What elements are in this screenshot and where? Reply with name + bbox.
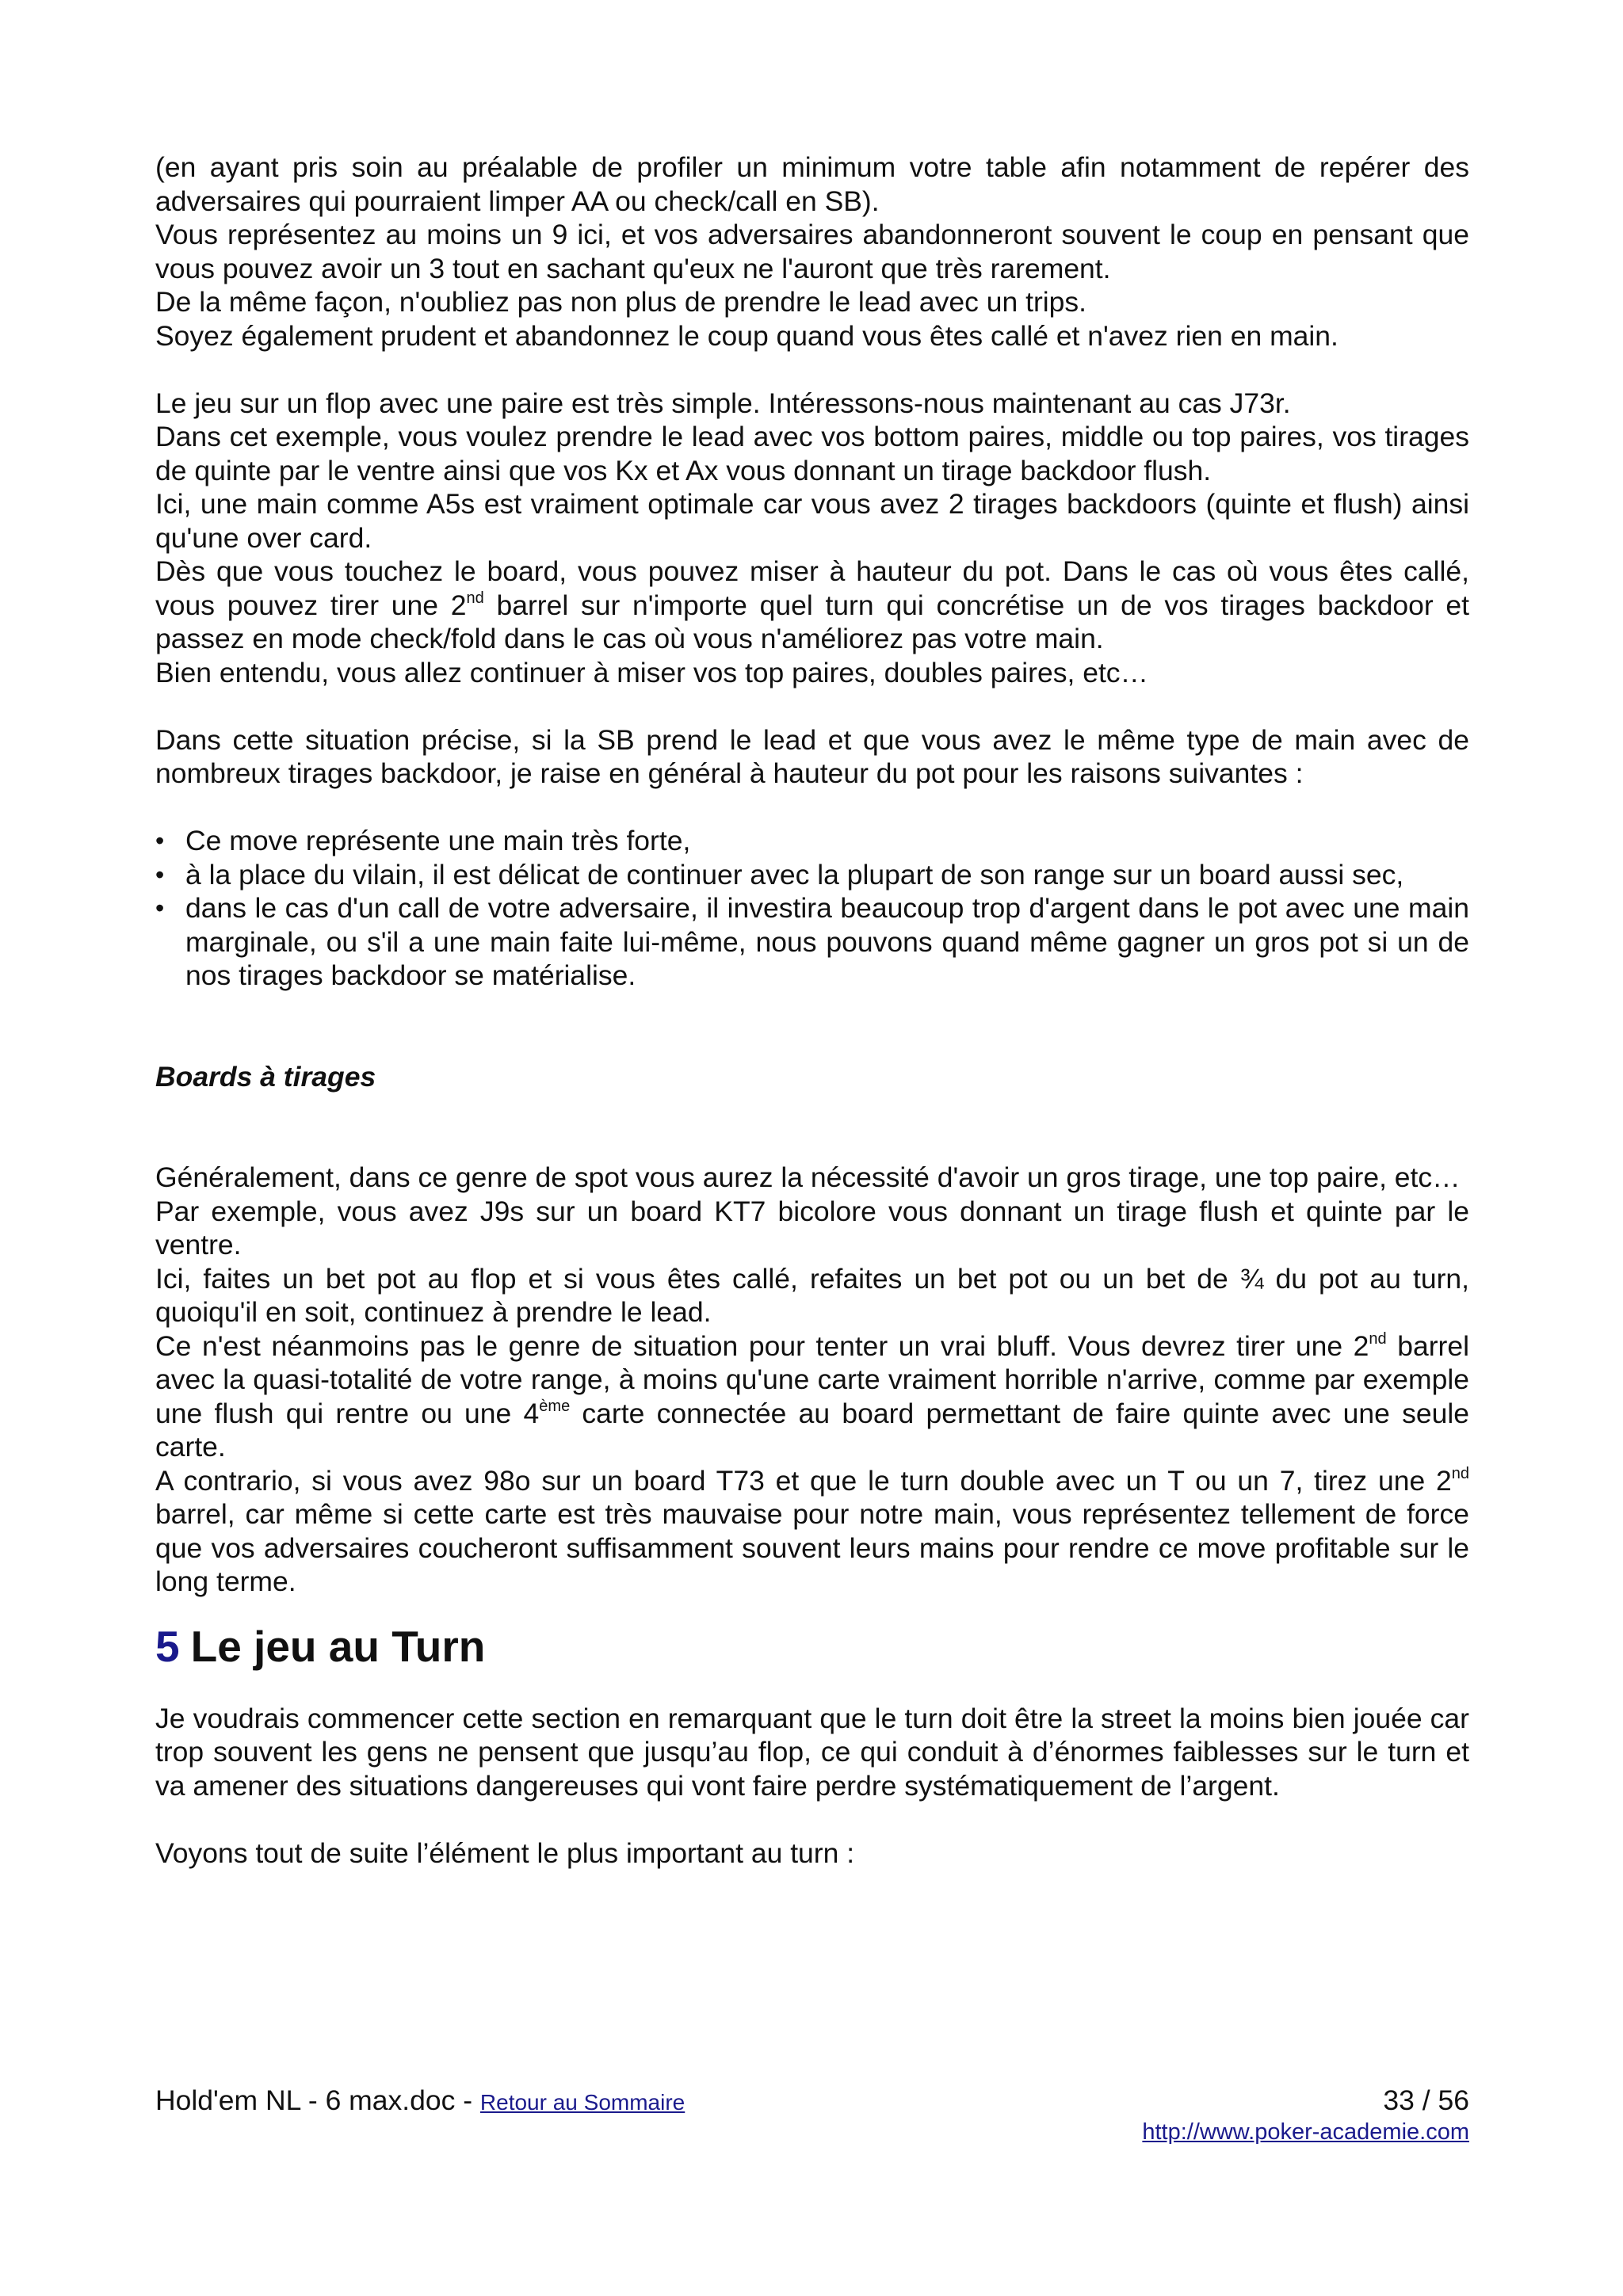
paragraph: Le jeu sur un flop avec une paire est très simple. Intéressons-nous maintenant au cas J73r.	[155, 387, 1291, 419]
website-link[interactable]: http://www.poker-academie.com	[1142, 2119, 1469, 2145]
paragraph: Par exemple, vous avez J9s sur un board KT7 bicolore vous donnant un tirage flush et quinte par le ventre.	[155, 1195, 1469, 1261]
paragraph: Ici, une main comme A5s est vraiment optimale car vous avez 2 tirages backdoors (quinte et flush) ainsi qu'une over card.	[155, 488, 1469, 554]
paragraph: Voyons tout de suite l’élément le plus important au turn :	[155, 1836, 855, 1869]
page-number: 33 / 56	[1383, 2084, 1469, 2116]
paragraph: Bien entendu, vous allez continuer à miser vos top paires, doubles paires, etc…	[155, 656, 1149, 688]
bullet-list	[155, 824, 1469, 993]
document-name: Hold'em NL - 6 max.doc -	[155, 2084, 480, 2116]
page-content	[155, 151, 1469, 1870]
paragraph: Vous représentez au moins un 9 ici, et vos adversaires abandonneront souvent le coup en pensant que vous pouvez avoir un 3 tout en sachant qu'eux ne l'auront que très rarement.	[155, 219, 1469, 284]
paragraph: De la même façon, n'oubliez pas non plus de prendre le lead avec un trips.	[155, 286, 1087, 318]
paragraph: Dans cet exemple, vous voulez prendre le lead avec vos bottom paires, middle ou top paires, vos tirages de quinte par le ventre ainsi que vos Kx et Ax vous donnant un tirage backdoor flush.	[155, 421, 1469, 486]
list-item: • Ce move représente une main très forte,	[185, 824, 1469, 858]
paragraph-bluff: Ce n'est néanmoins pas le genre de situation pour tenter un vrai bluff. Vous devrez tirer une 2nd barrel avec la quasi-totalité de votre range, à moins qu'une carte vraiment horrible n'arrive, comme par exemple une flush qui rentre ou une 4ème carte connectée au board permettant de faire quinte avec une seule carte.	[155, 1329, 1470, 1463]
paragraph: Dans cette situation précise, si la SB prend le lead et que vous avez le même type de main avec de nombreux tirages backdoor, je raise en général à hauteur du pot pour les raisons suivantes :	[155, 723, 1469, 789]
list-item: • à la place du vilain, il est délicat de continuer avec la plupart de son range sur un board aussi sec,	[185, 858, 1469, 892]
return-to-summary-link[interactable]: Retour au Sommaire	[479, 2090, 685, 2115]
paragraph: Généralement, dans ce genre de spot vous aurez la nécessité d'avoir un gros tirage, une top paire, etc…	[155, 1161, 1461, 1193]
paragraph: Soyez également prudent et abandonnez le coup quand vous êtes callé et n'avez rien en main.	[155, 319, 1338, 352]
paragraph: Je voudrais commencer cette section en remarquant que le turn doit être la street la moins bien jouée car trop souvent les gens ne pensent que jusqu’au flop, ce qui conduit à d’énormes faiblesses sur le turn et va amener des situations dangereuses qui vont faire perdre systématiquement de l’argent.	[155, 1702, 1469, 1802]
paragraph: Ici, faites un bet pot au flop et si vous êtes callé, refaites un bet pot ou un bet de ¾ du pot au turn, quoiqu'il en soit, continuez à prendre le lead.	[155, 1262, 1469, 1328]
list-item: • dans le cas d'un call de votre adversaire, il investira beaucoup trop d'argent dans le pot avec une main marginale, ou s'il a une main faite lui-même, nous pouvons quand même gagner un gros pot si un de nos tirages backdoor se matérialise.	[185, 891, 1469, 993]
subheading: Boards à tirages	[155, 1060, 376, 1093]
footer-left	[155, 2084, 685, 2119]
section-number: 5	[155, 1621, 180, 1671]
paragraph-contrario: A contrario, si vous avez 98o sur un board T73 et que le turn double avec un T ou un 7, tirez une 2nd barrel, car même si cette carte est très mauvaise pour notre main, vous représentez tellement de force que vos adversaires coucheront suffisamment souvent leurs mains pour rendre ce move profitable sur le long terme.	[155, 1464, 1469, 1597]
section-heading	[155, 1599, 1469, 1702]
section-title: Le jeu au Turn	[190, 1621, 486, 1671]
paragraph: (en ayant pris soin au préalable de profiler un minimum votre table afin notamment de repérer des adversaires qui pourraient limper AA ou check/call en SB).	[155, 151, 1469, 217]
paragraph-barrel: Dès que vous touchez le board, vous pouvez miser à hauteur du pot. Dans le cas où vous êtes callé, vous pouvez tirer une 2nd barrel sur n'importe quel turn qui concrétise un de vos tirages backdoor et passez en mode check/fold dans le cas où vous n'améliorez pas votre main.	[155, 555, 1470, 654]
